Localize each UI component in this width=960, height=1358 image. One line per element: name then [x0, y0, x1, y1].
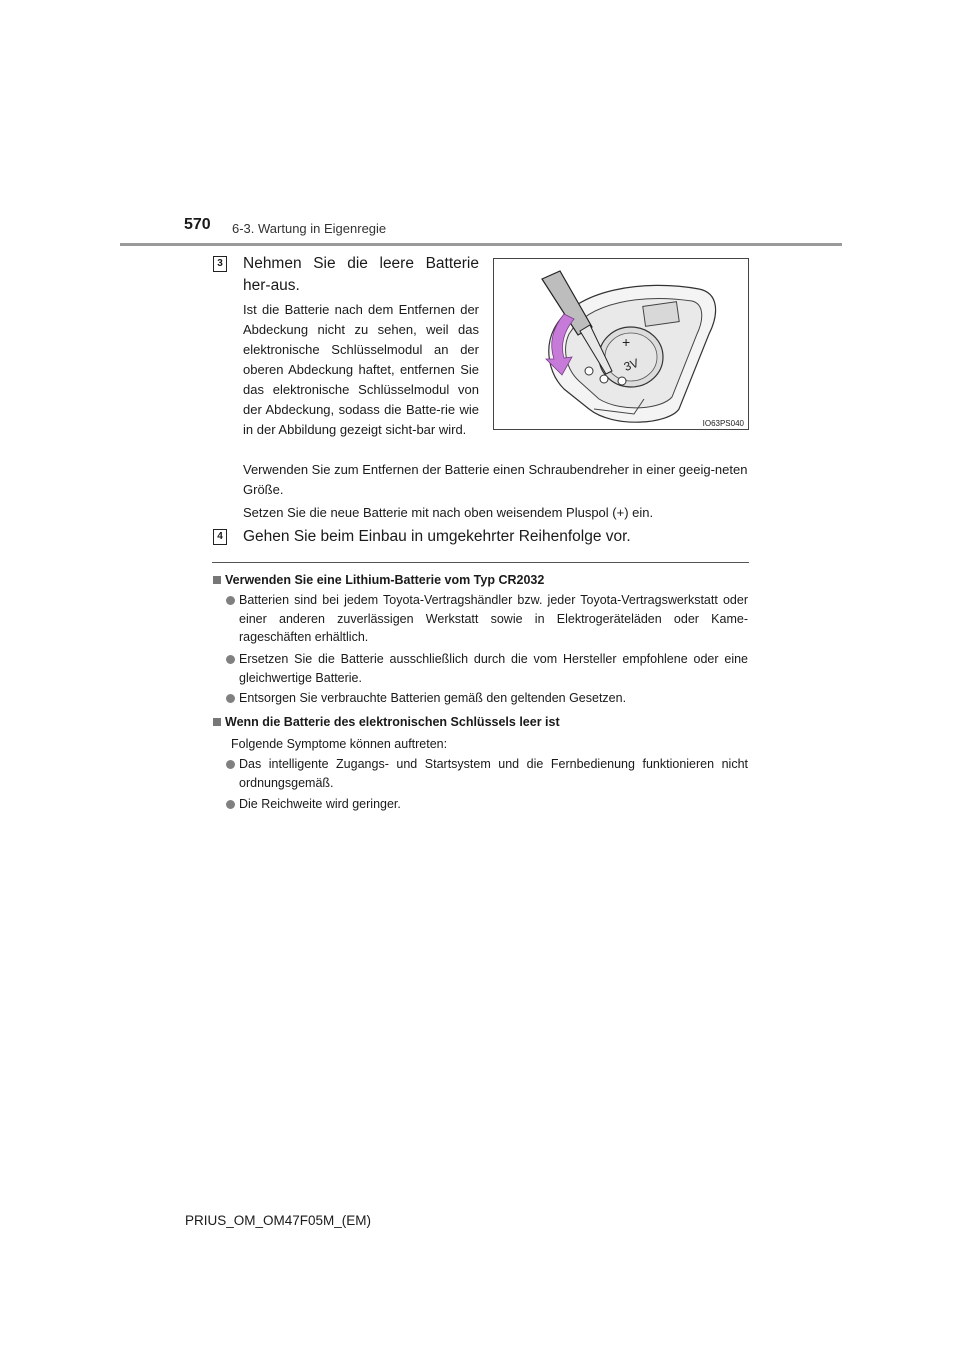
- section-divider: [212, 562, 749, 563]
- note-2-heading: Wenn die Batterie des elektronischen Schlüssels leer ist: [225, 715, 560, 729]
- note-1-bullet-1: Batterien sind bei jedem Toyota-Vertragshändler bzw. jeder Toyota-Vertragswerkstatt oder einer anderen zuverlässigen Werkstatt sowie in Elektrogeräteläden oder Kame-rageschäften erhältlich.: [239, 593, 748, 644]
- voltage-label: 3V: [622, 355, 641, 374]
- note-1-heading: Verwenden Sie eine Lithium-Batterie vom Typ CR2032: [225, 573, 545, 587]
- square-bullet-icon: [213, 718, 221, 726]
- key-fob-battery-illustration: [494, 259, 749, 430]
- circle-bullet-icon: [226, 760, 235, 769]
- step-4-badge: 4: [213, 529, 227, 545]
- circle-bullet-icon: [226, 800, 235, 809]
- plus-label: +: [622, 334, 631, 350]
- page-number: 570: [184, 216, 211, 233]
- step-3-note: Ist die Batterie nach dem Entfernen der Abdeckung nicht zu sehen, weil das elektronische Schlüsselmodul an der oberen Abdeckung haftet, entfernen Sie das elektronische Schlüsselmodul von der Abdeckung, sodass die Batte-rie wie in der Abbildung gezeigt sicht-bar wird.: [243, 302, 479, 437]
- note-1-bullet-2: Ersetzen Sie die Batterie ausschließlich durch die vom Hersteller empfohlene oder eine gleichwertige Batterie.: [239, 652, 748, 685]
- figure-code: IO63PS040: [702, 419, 744, 428]
- note-2-bullet-1: Das intelligente Zugangs- und Startsystem und die Fernbedienung funktionieren nicht ordnungsgemäß.: [239, 757, 748, 790]
- step-3-badge: 3: [213, 256, 227, 272]
- note-2-intro: Folgende Symptome können auftreten:: [231, 737, 448, 751]
- step-3-paragraph-1: Verwenden Sie zum Entfernen der Batterie einen Schraubendreher in einer geeig-neten Größe.: [243, 462, 748, 497]
- square-bullet-icon: [213, 576, 221, 584]
- document-id: PRIUS_OM_OM47F05M_(EM): [185, 1213, 372, 1228]
- step-4-heading: Gehen Sie beim Einbau in umgekehrter Reihenfolge vor.: [243, 528, 631, 545]
- circle-bullet-icon: [226, 596, 235, 605]
- battery-removal-figure: [493, 258, 749, 430]
- header-rule: [120, 243, 842, 246]
- circle-bullet-icon: [226, 655, 235, 664]
- note-2-bullet-2: Die Reichweite wird geringer.: [239, 797, 401, 811]
- section-title: 6-3. Wartung in Eigenregie: [232, 221, 387, 236]
- step-3-heading: Nehmen Sie die leere Batterie her-aus.: [243, 255, 479, 294]
- note-1-bullet-3: Entsorgen Sie verbrauchte Batterien gemäß den geltenden Gesetzen.: [239, 691, 627, 705]
- circle-bullet-icon: [226, 694, 235, 703]
- step-3-paragraph-2: Setzen Sie die neue Batterie mit nach oben weisendem Pluspol (+) ein.: [243, 505, 654, 520]
